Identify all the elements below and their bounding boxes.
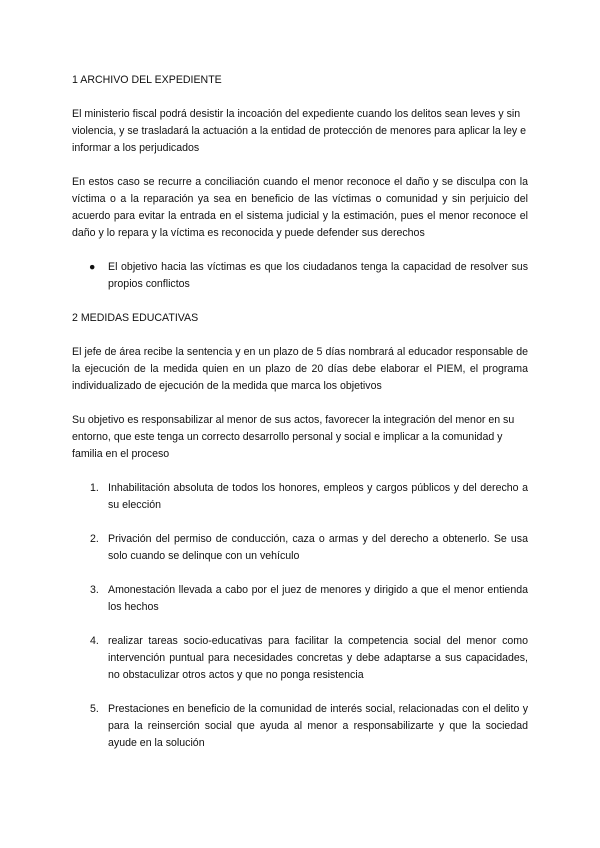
list-item <box>90 531 528 565</box>
list-item-number: 3. <box>90 584 99 596</box>
list-item-text: Inhabilitación absoluta de todos los honores, empleos y cargos públicos y del derecho a su elección <box>108 482 528 511</box>
list-item-number: 1. <box>90 482 99 494</box>
section-2-paragraph: El jefe de área recibe la sentencia y en un plazo de 5 días nombrará al educador responsable de la ejecución de la medida quien en un plazo de 20 días debe elaborar el PIEM, el programa individualizado de ejecución de la medida que marca los objetivos <box>72 346 528 392</box>
numbered-list <box>72 480 528 752</box>
list-item <box>90 582 528 616</box>
document-body <box>72 72 528 769</box>
bullet-list <box>72 259 528 293</box>
list-item <box>90 701 528 752</box>
section-1-paragraph: En estos caso se recurre a conciliación cuando el menor reconoce el daño y se disculpa con la víctima o a la reparación ya sea en beneficio de las víctimas o comunidad y sin perjuicio del acuerdo para evitar la entrada en el sistema judicial y la estimación, pues el menor reconoce el daño y lo repara y la víctima es reconocida y puede defender sus derechos <box>72 176 528 239</box>
bullet-item <box>89 259 528 293</box>
section-1-paragraph: El ministerio fiscal podrá desistir la incoación del expediente cuando los delitos sean leves y sin violencia, y se trasladará la actuación a la entidad de protección de menores para aplicar la ley e informar a los perjudicados <box>72 108 527 154</box>
list-item-text: Privación del permiso de conducción, caza o armas y del derecho a obtenerlo. Se usa solo cuando se delinque con un vehículo <box>108 533 528 562</box>
list-item-number: 4. <box>90 635 99 647</box>
list-item-text: realizar tareas socio-educativas para facilitar la competencia social del menor como intervención puntual para necesidades concretas y debe adaptarse a sus capacidades, no obstaculizar otros actos y que no ponga resistencia <box>108 635 528 681</box>
list-item-text: Prestaciones en beneficio de la comunidad de interés social, relacionadas con el delito y para la reinserción social que ayuda al menor a responsabilizarte y que la sociedad ayude en la solución <box>108 703 528 749</box>
bullet-icon: ● <box>89 261 96 273</box>
list-item-text: Amonestación llevada a cabo por el juez de menores y dirigido a que el menor entienda los hechos <box>108 584 528 613</box>
section-1-heading: 1 ARCHIVO DEL EXPEDIENTE <box>72 74 222 86</box>
list-item <box>90 633 528 684</box>
list-item-number: 5. <box>90 703 99 715</box>
list-item <box>90 480 528 514</box>
section-2-heading: 2 MEDIDAS EDUCATIVAS <box>72 312 199 324</box>
section-2-paragraph: Su objetivo es responsabilizar al menor de sus actos, favorecer la integración del menor en su entorno, que este tenga un correcto desarrollo personal y social e implicar a la comunidad y familia en el proceso <box>72 414 515 460</box>
list-item-number: 2. <box>90 533 99 545</box>
bullet-text: El objetivo hacia las víctimas es que los ciudadanos tenga la capacidad de resolver sus propios conflictos <box>108 261 528 290</box>
